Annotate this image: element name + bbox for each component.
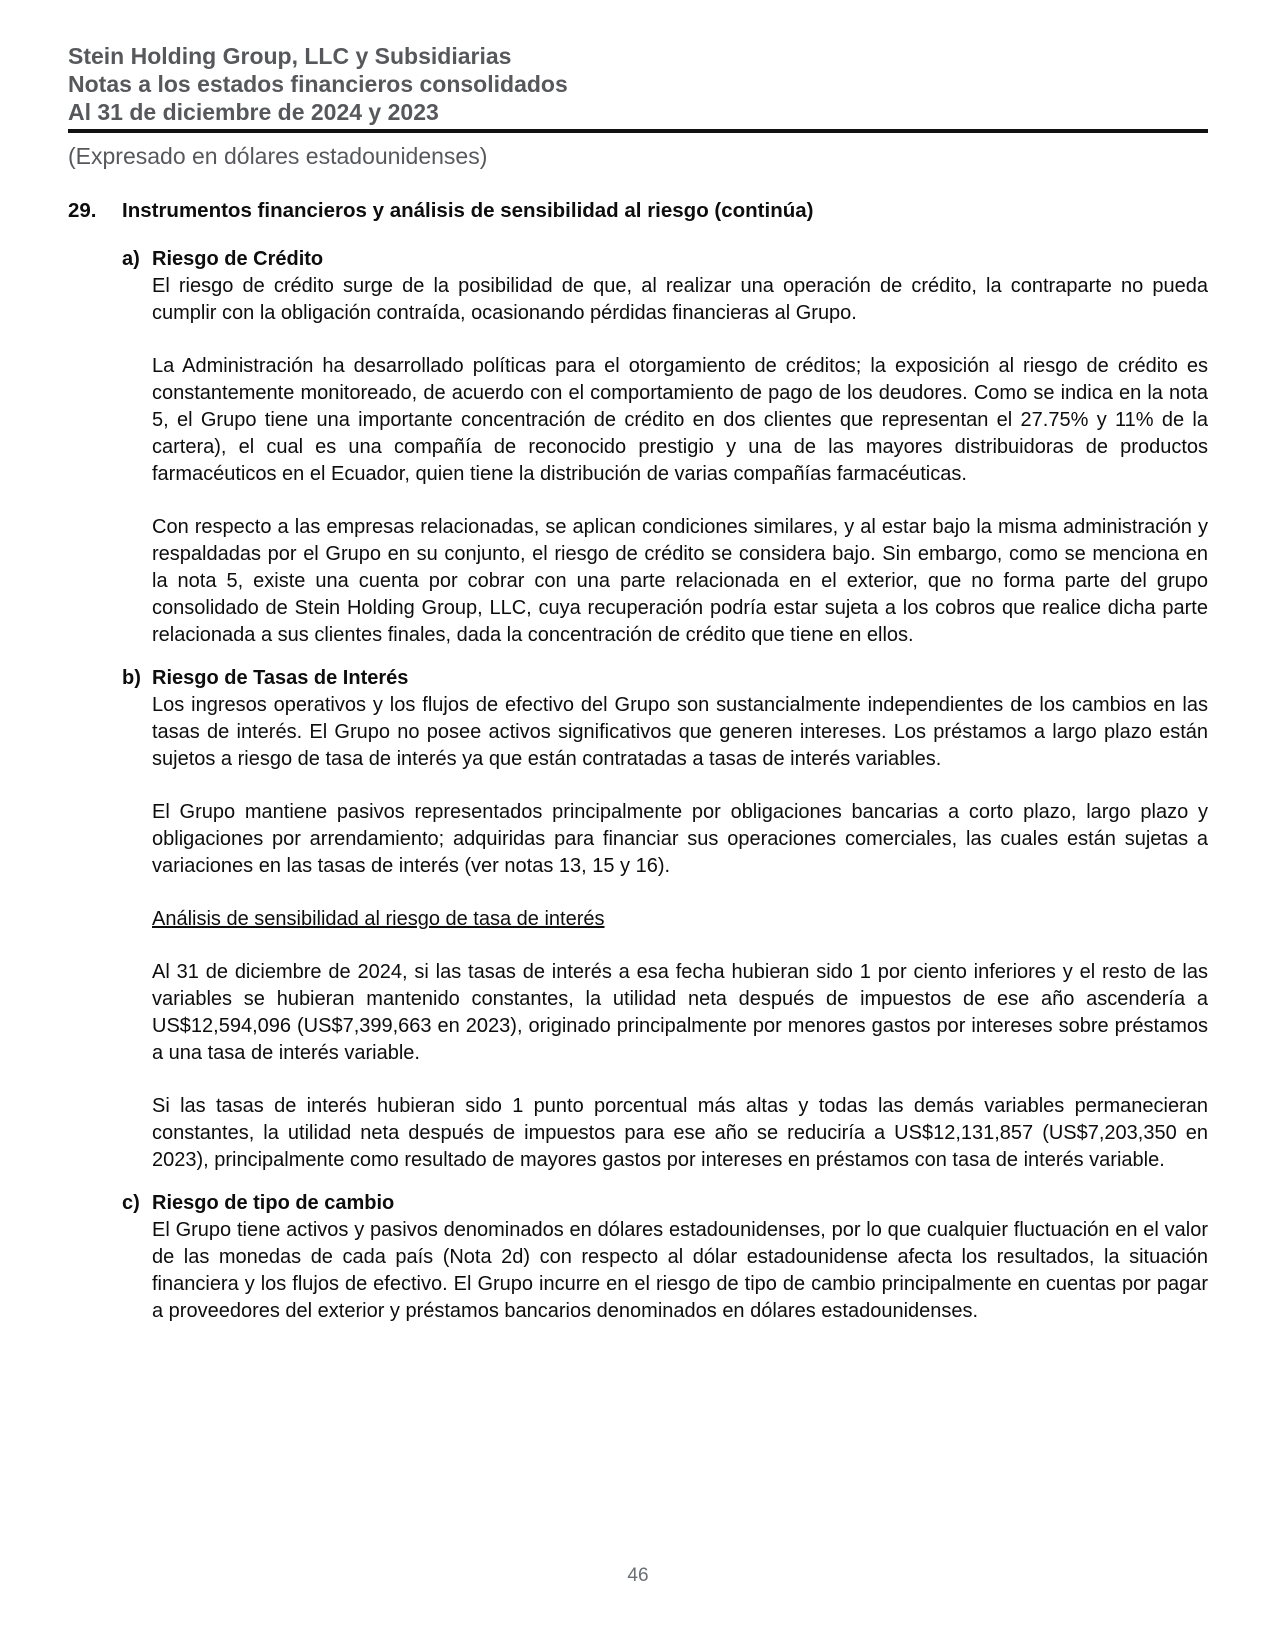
subsection-body [152, 1190, 1208, 1325]
note-heading [68, 197, 1208, 224]
subsection-credit-risk [122, 246, 1208, 649]
paragraph: El Grupo tiene activos y pasivos denominados en dólares estadounidenses, por lo que cualquier fluctuación en el valor de las monedas de cada país (Nota 2d) con respecto al dólar estadounidense afecta los resultados, la situación financiera y los flujos de efectivo. El Grupo incurre en el riesgo de tipo de cambio principalmente en cuentas por pagar a proveedores del exterior y préstamos bancarios denominados en dólares estadounidenses. [152, 1219, 1208, 1322]
paragraph: Al 31 de diciembre de 2024, si las tasas de interés a esa fecha hubieran sido 1 por ciento inferiores y el resto de las variables se hubieran mantenido constantes, la utilidad neta después de impuestos de ese año ascendería a US$12,594,096 (US$7,399,663 en 2023), originado principalmente por menores gastos por intereses sobre préstamos a una tasa de interés variable. [152, 961, 1208, 1064]
subsection-body [152, 246, 1208, 649]
subsection-letter: a) [122, 248, 140, 270]
paragraph: Si las tasas de interés hubieran sido 1 punto porcentual más altas y todas las demás variables permanecieran constantes, la utilidad neta después de impuestos para ese año se reduciría a US$12,131,857 (US$7,203,350 en 2023), principalmente como resultado de mayores gastos por intereses en préstamos con tasa de interés variable. [152, 1095, 1208, 1171]
subsection-letter: c) [122, 1192, 140, 1214]
subsection-body [152, 665, 1208, 1174]
paragraph: Los ingresos operativos y los flujos de efectivo del Grupo son sustancialmente independientes de los cambios en las tasas de interés. El Grupo no posee activos significativos que generen intereses. Los préstamos a largo plazo están sujetos a riesgo de tasa de interés ya que están contratadas a tasas de interés variables. [152, 694, 1208, 770]
currency-note: (Expresado en dólares estadounidenses) [68, 143, 488, 169]
paragraph: El Grupo mantiene pasivos representados principalmente por obligaciones bancarias a corto plazo, largo plazo y obligaciones por arrendamiento; adquiridas para financiar sus operaciones comerciales, las cuales están sujetas a variaciones en las tasas de interés (ver notas 13, 15 y 16). [152, 801, 1208, 877]
subsection-letter: b) [122, 667, 141, 689]
subsection-exchange-rate-risk [122, 1190, 1208, 1325]
company-name: Stein Holding Group, LLC y Subsidiarias [68, 43, 512, 69]
document-date-line: Al 31 de diciembre de 2024 y 2023 [68, 99, 439, 125]
paragraph: El riesgo de crédito surge de la posibilidad de que, al realizar una operación de crédito, la contraparte no pueda cumplir con la obligación contraída, ocasionando pérdidas financieras al Grupo. [152, 275, 1208, 324]
paragraph: La Administración ha desarrollado políticas para el otorgamiento de créditos; la exposición al riesgo de crédito es constantemente monitoreado, de acuerdo con el comportamiento de pago de los deudores. Como se indica en la nota 5, el Grupo tiene una importante concentración de crédito en dos clientes que representan el 27.75% y 11% de la cartera), el cual es una compañía de reconocido prestigio y una de las mayores distribuidoras de productos farmacéuticos en el Ecuador, quien tiene la distribución de varias compañías farmacéuticas. [152, 355, 1208, 485]
letterhead [68, 42, 1208, 133]
subsection-title: Riesgo de Tasas de Interés [152, 667, 409, 689]
subsection-title: Riesgo de tipo de cambio [152, 1192, 395, 1214]
page-number: 46 [627, 1565, 649, 1586]
note-number: 29. [68, 199, 97, 222]
sensitivity-analysis-heading: Análisis de sensibilidad al riesgo de tasa de interés [152, 908, 605, 930]
subsection-interest-rate-risk [122, 665, 1208, 1174]
note-title: Instrumentos financieros y análisis de sensibilidad al riesgo (continúa) [122, 199, 814, 222]
paragraph: Con respecto a las empresas relacionadas, se aplican condiciones similares, y al estar bajo la misma administración y respaldadas por el Grupo en su conjunto, el riesgo de crédito se considera bajo. Sin embargo, como se menciona en la nota 5, existe una cuenta por cobrar con una parte relacionada en el exterior, que no forma parte del grupo consolidado de Stein Holding Group, LLC, cuya recuperación podría estar sujeta a los cobros que realice dicha parte relacionada a sus clientes finales, dada la concentración de crédito que tiene en ellos. [152, 516, 1208, 646]
subsection-title: Riesgo de Crédito [152, 248, 324, 270]
document-title: Notas a los estados financieros consolidados [68, 71, 568, 97]
